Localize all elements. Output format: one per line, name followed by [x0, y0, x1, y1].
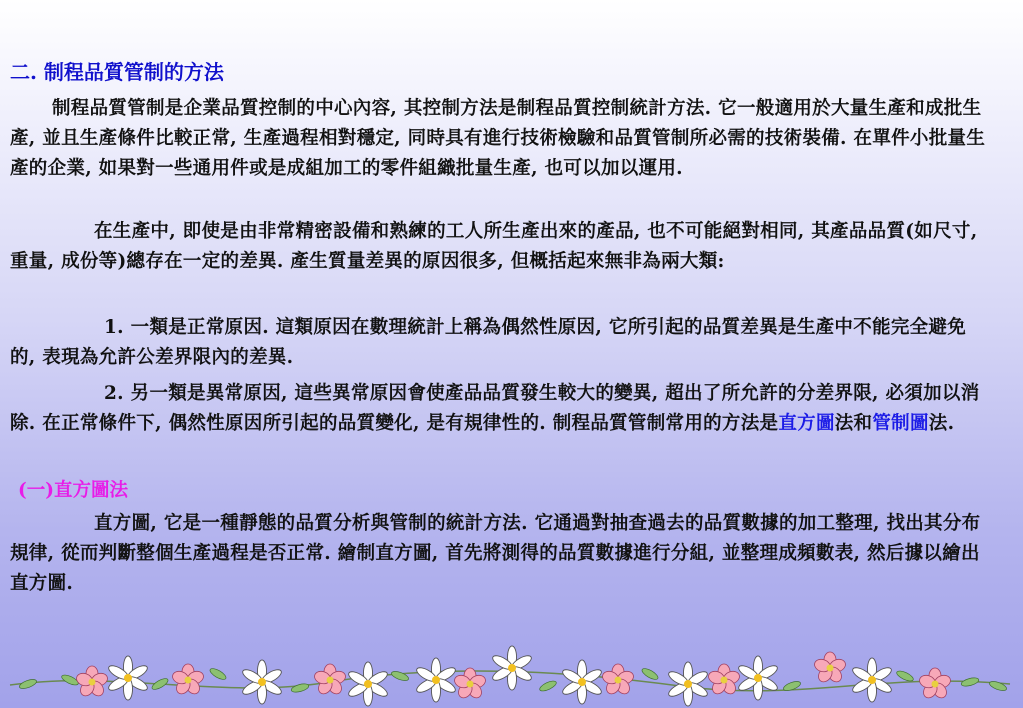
paragraph-normal-cause: 1. 一類是正常原因. 這類原因在數理統計上稱為偶然性原因, 它所引起的品質差異是生產中不能完全避免的, 表現為允許公差界限內的差異.	[10, 317, 967, 368]
paragraph-abnormal-cause	[10, 379, 990, 439]
paragraph-intro: 制程品質管制是企業品質控制的中心內容, 其控制方法是制程品質控制統計方法. 它一般適用於大量生產和成批生產, 並且生產條件比較正常, 生產過程相對穩定, 同時具有進行技術檢驗和品質管制所必需的技術裝備. 在單件小批量生產的企業, 如果對一些通用件或是成組加工的零件組織批量生產, 也可以加以運用.	[10, 98, 986, 179]
paragraph-variation: 在生產中, 即使是由非常精密設備和熟練的工人所生產出來的產品, 也不可能絕對相同, 其產品品質(如尺寸, 重量, 成份等)總存在一定的差異. 產生質量差異的原因很多, 但概括起來無非為兩大類:	[10, 221, 978, 272]
histogram-link[interactable]: 直方圖	[778, 413, 835, 434]
subsection-heading: (一)直方圖法	[18, 480, 129, 501]
method-end-text: 法.	[928, 413, 955, 434]
abnormal-cause-text: 2. 另一類是異常原因, 這些異常原因會使產品品質發生較大的變異, 超出了所允許的分差界限, 必須加以消除. 在正常條件下, 偶然性原因所引起的品質變化, 是有規律性的. 制程品質管制常用的方法是	[10, 383, 980, 434]
floral-border-icon	[0, 640, 1023, 708]
conjunction-text: 法和	[834, 413, 873, 434]
paragraph-histogram: 直方圖, 它是一種靜態的品質分析與管制的統計方法. 它通過對抽查過去的品質數據的加工整理, 找出其分布規律, 從而判斷整個生產過程是否正常. 繪制直方圖, 首先將測得的品質數據進行分組, 並整理成頻數表, 然后據以繪出直方圖.	[10, 513, 981, 594]
control-chart-link[interactable]: 管制圖	[872, 413, 929, 434]
section-heading: 二. 制程品質管制的方法	[10, 60, 224, 84]
